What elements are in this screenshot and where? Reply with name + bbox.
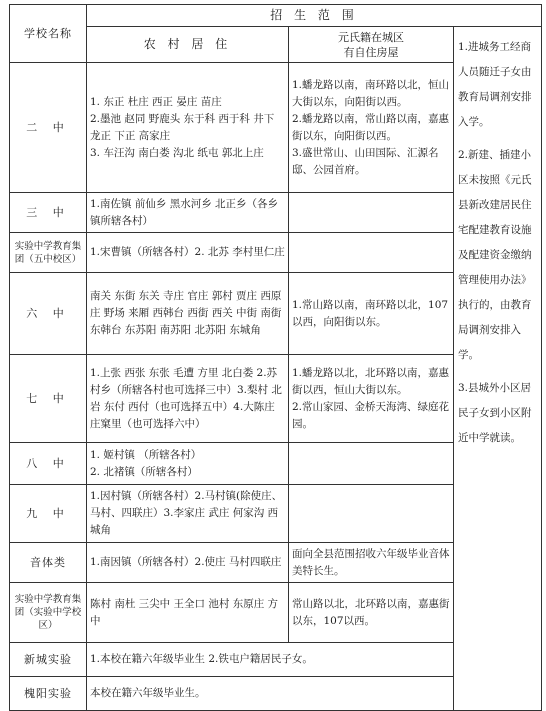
urban-range: 常山路以北，北环路以南，嘉惠街以东，107以西。 bbox=[289, 583, 454, 643]
school-name-header: 学校名称 bbox=[10, 5, 87, 63]
urban-range bbox=[289, 63, 454, 193]
urban-range bbox=[289, 443, 454, 485]
rural-line: 2.墨池 赵同 野鹿头 东于科 西于科 井下 龙正 下正 高家庄 bbox=[90, 112, 275, 142]
school-name: 八 中 bbox=[10, 443, 87, 485]
rural-range: 南关 东街 东关 寺庄 官庄 郭村 贾庄 西原庄 野场 来厢 西韩台 西街 西关 中街 南街 东韩台 东苏阳 南苏阳 北苏阳 东城角 bbox=[87, 273, 289, 355]
rural-range: 陈村 南杜 三尖中 王全口 池村 东原庄 方中 bbox=[87, 583, 289, 643]
school-name: 音体类 bbox=[10, 543, 87, 583]
urban-range: 1.常山路以南，南环路以北，107以西，向阳街以东。 bbox=[289, 273, 454, 355]
urban-range bbox=[289, 233, 454, 273]
enrollment-range-header: 招 生 范 围 bbox=[87, 5, 542, 27]
school-name: 新城实验 bbox=[10, 643, 87, 677]
rural-range: 1.南因镇（所辖各村）2.使庄 马村四联庄 bbox=[87, 543, 289, 583]
urban-line: 2.常山家园、金桥天海湾、绿庭花园。 bbox=[292, 400, 450, 430]
note-1: 1.进城务工经商人员随迁子女由教育局调剂安排入学。 bbox=[458, 41, 532, 128]
rural-range: 1.南佐镇 前仙乡 黑水河乡 北正乡（各乡镇所辖各村） bbox=[87, 193, 289, 233]
urban-range: 面向全县范围招收六年级毕业音体美特长生。 bbox=[289, 543, 454, 583]
school-name: 实验中学教育集团（五中校区） bbox=[10, 233, 87, 273]
note-2: 2.新建、插建小区未按照《元氏县新改建居民住宅配建教育设施及配建资金缴纳管理使用办法》执行的，由教育局调剂安排入学。 bbox=[458, 149, 532, 361]
rural-range: 1.上张 西张 东张 毛遭 方里 北白娄 2.苏村乡（所辖各村也可选择三中）3.梨村 北岩 东付 西付（也可选择五中）4.大陈庄 庄窠里（也可选择六中） bbox=[87, 355, 289, 443]
school-name: 七 中 bbox=[10, 355, 87, 443]
urban-range bbox=[289, 485, 454, 543]
rural-range: 1.因村镇（所辖各村）2.马村镇(除使庄、马村、四联庄）3.李家庄 武庄 何家沟 西城角 bbox=[87, 485, 289, 543]
header-row-1 bbox=[10, 5, 542, 27]
urban-line: 1.蟠龙路以南，南环路以北，恒山大街以东，向阳街以西。 bbox=[292, 78, 450, 108]
rural-line: 1. 东正 杜庄 西正 晏庄 苗庄 bbox=[90, 95, 222, 108]
school-name: 六 中 bbox=[10, 273, 87, 355]
notes-column bbox=[454, 27, 542, 711]
urban-range bbox=[289, 193, 454, 233]
header-row-2 bbox=[10, 27, 542, 63]
school-name: 槐阳实验 bbox=[10, 677, 87, 711]
urban-range bbox=[289, 355, 454, 443]
rural-residence-header: 农 村 居 住 bbox=[87, 27, 289, 63]
rural-line: 2. 北褚镇（所辖各村） bbox=[90, 465, 198, 478]
rural-range: 1.宋曹镇（所辖各村）2. 北苏 李村里仁庄 bbox=[87, 233, 289, 273]
urban-line: 3.盛世常山、山田国际、汇源名邸、公园首府。 bbox=[292, 146, 439, 176]
rural-range bbox=[87, 63, 289, 193]
school-name: 实验中学教育集团（实验中学校区） bbox=[10, 583, 87, 643]
urban-header-line-1: 元氏籍在城区 bbox=[338, 30, 404, 44]
urban-line: 2.蟠龙路以南，常山路以南，嘉惠街以东，向阳街以西。 bbox=[292, 112, 450, 142]
urban-header-line-2: 有自住房屋 bbox=[343, 45, 399, 59]
note-3: 3.县城外小区居民子女到小区附近中学就读。 bbox=[458, 382, 532, 444]
urban-residence-header bbox=[289, 27, 454, 63]
merged-range: 1.本校在籍六年级毕业生 2.铁屯户籍居民子女。 bbox=[87, 643, 454, 677]
enrollment-table-page bbox=[9, 4, 541, 700]
school-name: 九 中 bbox=[10, 485, 87, 543]
rural-line: 3. 车汪沟 南白娄 沟北 纸屯 郭北上庄 bbox=[90, 146, 264, 159]
school-name: 三 中 bbox=[10, 193, 87, 233]
school-name: 二 中 bbox=[10, 63, 87, 193]
rural-range bbox=[87, 443, 289, 485]
urban-line: 1.蟠龙路以北，北环路以南，嘉惠街以西，恒山大街以东。 bbox=[292, 366, 450, 396]
enrollment-table bbox=[9, 4, 542, 711]
rural-line: 1. 姬村镇 （所辖各村） bbox=[90, 448, 202, 461]
merged-range: 本校在籍六年级毕业生。 bbox=[87, 677, 454, 711]
